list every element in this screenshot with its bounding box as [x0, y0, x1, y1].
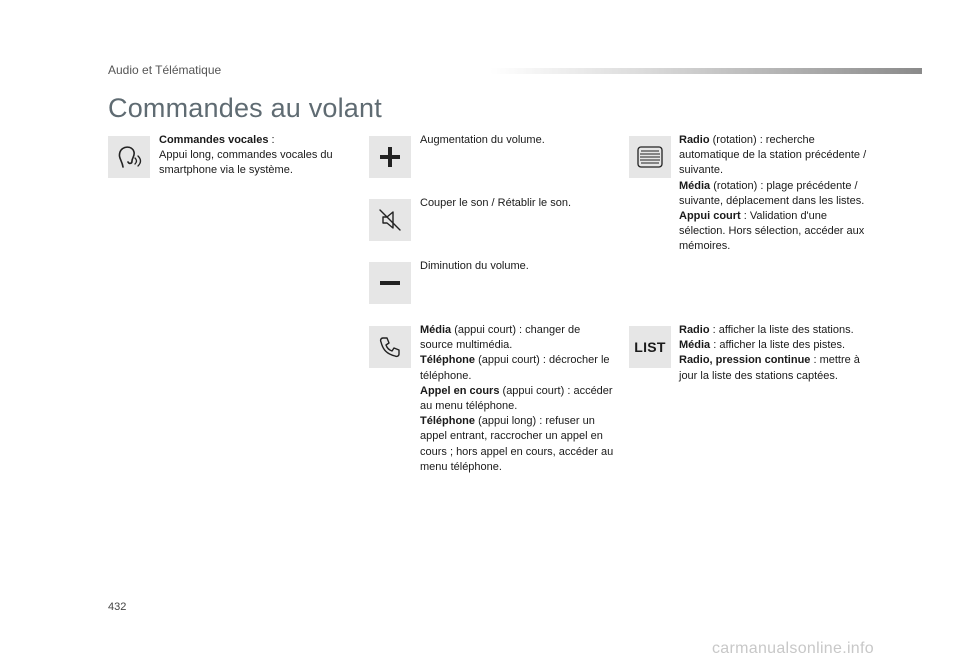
volume-up-description: Augmentation du volume. [420, 134, 545, 146]
mute-icon [369, 199, 411, 241]
plus-icon [369, 136, 411, 178]
term-label: Média [420, 324, 452, 336]
term-label: Média [679, 339, 711, 352]
page-title: Commandes au volant [108, 93, 382, 123]
phone-icon [369, 326, 411, 368]
volume-down-description: Diminution du volume. [420, 260, 529, 272]
minus-icon [369, 262, 411, 304]
term-label: Média [679, 179, 711, 192]
list-description: Radio : afficher la liste des stations. Média : afficher la liste des pistes. Radio, pression continue : mettre à jour la liste des stations captées. [679, 324, 860, 382]
phone-description: Média (appui court) : changer de source multimédia. Téléphone (appui court) : décrocher le téléphone. Appel en cours (appui court) : accéder au menu téléphone. Téléphone (appui long) : refuser un appel entrant, raccrocher un appel en cours ; hors appel en cours, accéder au menu téléphone. [420, 324, 614, 473]
term-label: Radio, pression continue [679, 354, 811, 367]
thumbwheel-description: Radio (rotation) : recherche automatique de la station précédente / suivante. Média (rotation) : plage précédente / suivante, déplacement dans les listes. Appui court : Validation d'une sélection. Hors sélection, accéder aux mémoires. [679, 134, 867, 253]
voice-command-description: Commandes vocales : Appui long, commandes vocales du smartphone via le système. [159, 134, 333, 177]
page-number: 432 [108, 601, 127, 613]
term-label: Commandes vocales [159, 134, 269, 146]
thumbwheel-icon [629, 136, 671, 178]
term-label: Téléphone [420, 354, 476, 367]
term-label: Téléphone [420, 415, 476, 428]
term-label: Appel en cours [420, 384, 500, 397]
section-header: Audio et Télématique [108, 63, 222, 77]
watermark: carmanualsonline.info [712, 640, 874, 657]
list-button-label: LIST [634, 339, 666, 355]
term-label: Appui court [679, 210, 741, 223]
term-label: Radio [679, 324, 710, 336]
list-button-icon [629, 326, 671, 368]
header-divider [490, 68, 922, 74]
term-label: Radio [679, 134, 710, 146]
mute-description: Couper le son / Rétablir le son. [420, 197, 572, 209]
voice-command-icon [108, 136, 150, 178]
